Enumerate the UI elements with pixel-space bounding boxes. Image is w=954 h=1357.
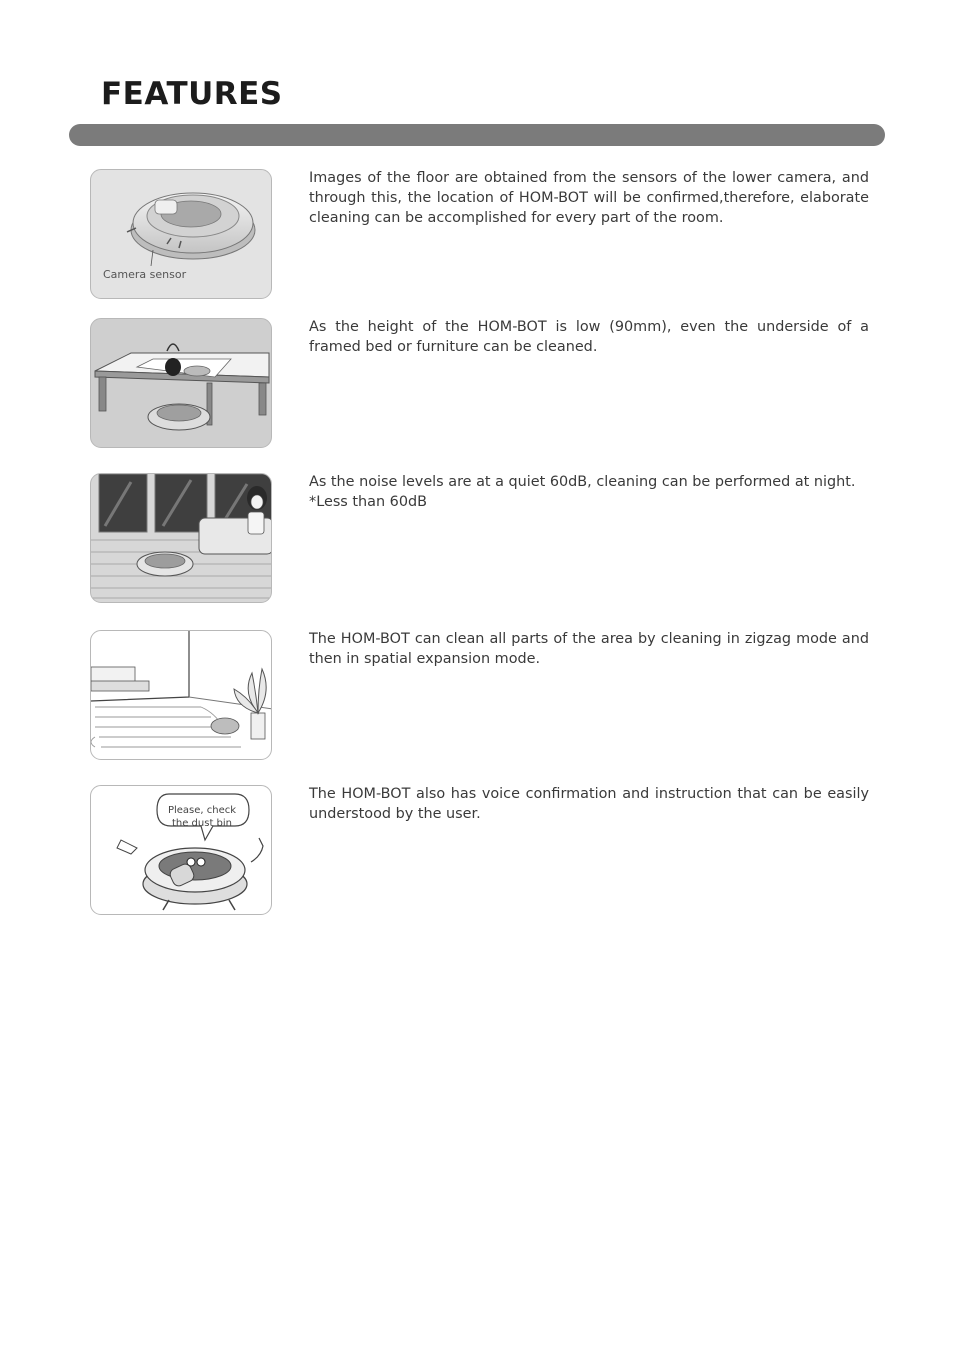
talking-robot-illustration [90,785,272,915]
title-divider-bar [69,124,885,146]
speech-bubble-line: the dust bin [171,818,233,829]
feature-text: The HOM-BOT also has voice confirmation and instruction that can be easily understood by the user. [309,786,869,822]
camera-sensor-caption: Camera sensor [103,268,187,281]
feature-zigzag-mode [90,630,870,762]
feature-description [309,785,869,825]
zigzag-path-icon [91,631,272,760]
feature-text: As the noise levels are at a quiet 60dB, cleaning can be performed at night. [309,474,856,490]
feature-description [309,169,869,228]
feature-low-height [90,318,870,450]
robot-night-icon [91,474,272,603]
feature-text: Images of the floor are obtained from the sensors of the lower camera, and through this, the location of HOM-BOT will be confirmed,therefore, elaborate cleaning can be accomplished for every part of the room. [309,170,869,226]
feature-text: The HOM-BOT can clean all parts of the area by cleaning in zigzag mode and then in spatial expansion mode. [309,631,869,667]
feature-quiet-noise [90,473,870,605]
under-table-illustration [90,318,272,448]
zigzag-path-illustration [90,630,272,760]
robot-under-table-icon [91,319,272,448]
feature-text: As the height of the HOM-BOT is low (90mm), even the underside of a framed bed or furniture can be cleaned. [309,319,869,355]
camera-sensor-illustration [90,169,272,299]
feature-description [309,630,869,670]
speech-bubble [165,804,239,830]
feature-note: *Less than 60dB [309,493,427,510]
feature-description [309,473,869,513]
feature-voice-confirmation [90,785,870,917]
feature-camera-sensor [90,169,870,301]
page-title: FEATURES [101,76,283,112]
speech-bubble-line: Please, check [167,805,237,816]
feature-description [309,318,869,358]
night-room-illustration [90,473,272,603]
